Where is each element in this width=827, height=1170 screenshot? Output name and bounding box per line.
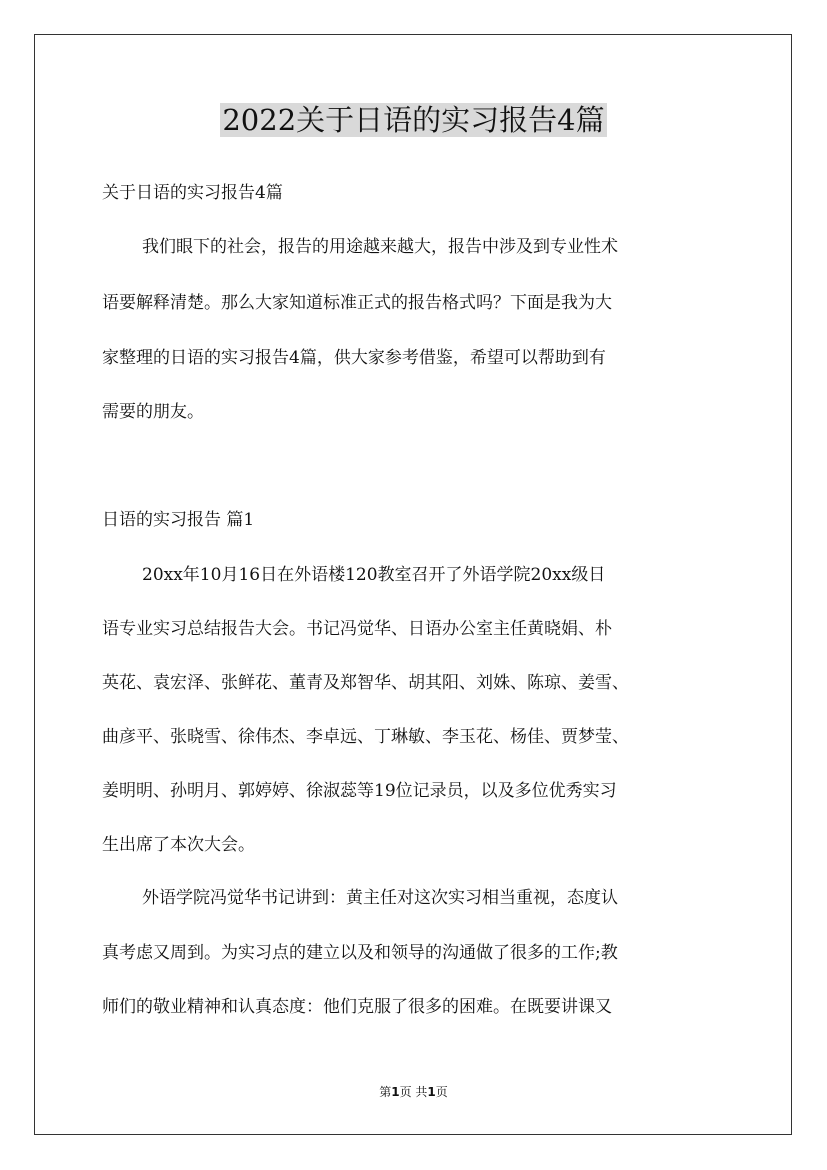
section-heading-1: 日语的实习报告 篇1 (102, 510, 255, 530)
intro-line-4: 需要的朋友。 (102, 402, 204, 422)
para2-line-3: 师们的敬业精神和认真态度：他们克服了很多的困难。在既要讲课又 (102, 997, 612, 1017)
para1-line-1: 20xx年10月16日在外语楼120教室召开了外语学院20xx级日 (142, 565, 606, 585)
para1-line-3: 英花、袁宏泽、张鲜花、董青及郑智华、胡其阳、刘姝、陈琼、姜雪、 (102, 673, 629, 693)
document-subtitle: 关于日语的实习报告4篇 (102, 183, 283, 203)
footer-page-total: 1 (427, 1085, 436, 1099)
para1-line-6: 生出席了本次大会。 (102, 835, 255, 855)
para1-line-2: 语专业实习总结报告大会。书记冯觉华、日语办公室主任黄晓娟、朴 (102, 619, 612, 639)
footer-prefix: 第 (379, 1085, 392, 1099)
intro-line-1: 我们眼下的社会，报告的用途越来越大，报告中涉及到专业性术 (142, 237, 618, 257)
intro-line-2: 语要解释清楚。那么大家知道标准正式的报告格式吗？下面是我为大 (102, 293, 612, 313)
document-title (0, 98, 827, 142)
footer-mid: 页 共 (399, 1085, 428, 1099)
para1-line-5: 姜明明、孙明月、郭婷婷、徐淑蕊等19位记录员，以及多位优秀实习 (102, 781, 617, 801)
footer-page-current: 1 (391, 1085, 400, 1099)
para2-line-2: 真考虑又周到。为实习点的建立以及和领导的沟通做了很多的工作;教 (102, 943, 618, 963)
document-title-text: 2022关于日语的实习报告4篇 (222, 103, 605, 137)
page-footer (0, 1084, 827, 1100)
footer-suffix: 页 (435, 1085, 448, 1099)
para2-line-1: 外语学院冯觉华书记讲到：黄主任对这次实习相当重视，态度认 (142, 888, 618, 908)
para1-line-4: 曲彦平、张晓雪、徐伟杰、李卓远、丁琳敏、李玉花、杨佳、贾梦莹、 (102, 727, 629, 747)
intro-line-3: 家整理的日语的实习报告4篇，供大家参考借鉴，希望可以帮助到有 (102, 348, 606, 368)
